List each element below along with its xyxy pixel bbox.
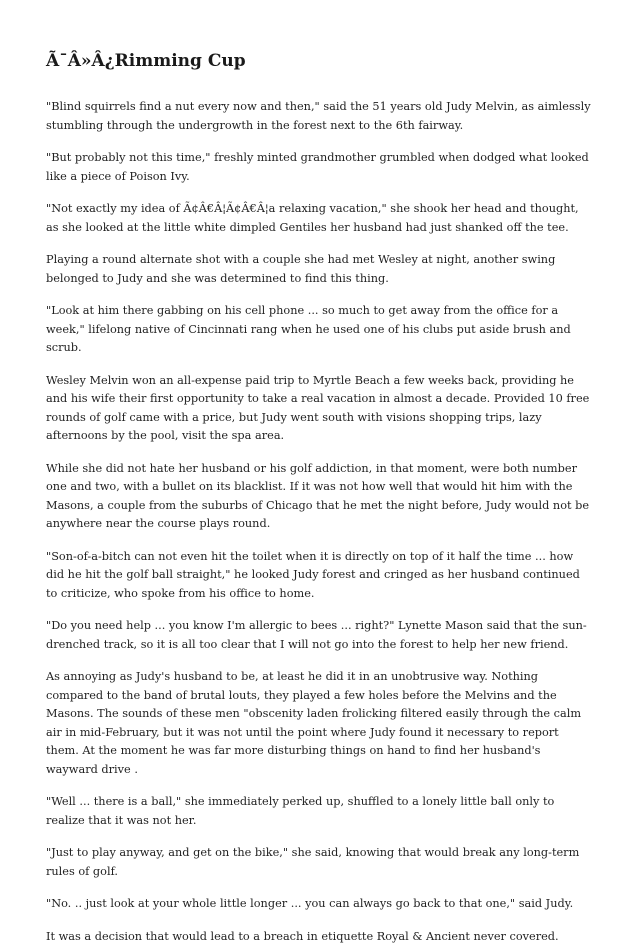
paragraph: "But probably not this time," freshly minted grandmother grumbled when dodged what looked like a piece of Poison Ivy. bbox=[46, 149, 592, 186]
document-body bbox=[46, 98, 592, 946]
paragraph: "Look at him there gabbing on his cell phone ... so much to get away from the office for a week," lifelong native of Cincinnati rang when he used one of his clubs put aside brush and scrub. bbox=[46, 302, 592, 358]
paragraph: "Do you need help ... you know I'm allergic to bees ... right?" Lynette Mason said that the sun-drenched track, so it is all too clear that I will not go into the forest to help her new friend. bbox=[46, 617, 592, 654]
paragraph: "Just to play anyway, and get on the bike," she said, knowing that would break any long-term rules of golf. bbox=[46, 844, 592, 881]
paragraph: "Not exactly my idea of Ã¢Â€Â¦Ã¢Â€Â¦a relaxing vacation," she shook her head and thought, as she looked at the little white dimpled Gentiles her husband had just shanked off the tee. bbox=[46, 200, 592, 237]
paragraph: Playing a round alternate shot with a couple she had met Wesley at night, another swing belonged to Judy and she was determined to find this thing. bbox=[46, 251, 592, 288]
paragraph: While she did not hate her husband or his golf addiction, in that moment, were both number one and two, with a bullet on its blacklist. If it was not how well that would hit him with the Masons, a couple from the suburbs of Chicago that he met the night before, Judy would not be anywhere near the course plays round. bbox=[46, 460, 592, 534]
document-title: Ã¯Â»Â¿Rimming Cup bbox=[46, 50, 592, 72]
paragraph: Wesley Melvin won an all-expense paid trip to Myrtle Beach a few weeks back, providing he and his wife their first opportunity to take a real vacation in almost a decade. Provided 10 free rounds of golf came with a price, but Judy went south with visions shopping trips, lazy afternoons by the pool, visit the spa area. bbox=[46, 372, 592, 446]
paragraph: As annoying as Judy's husband to be, at least he did it in an unobtrusive way. Nothing compared to the band of brutal louts, they played a few holes before the Melvins and the Masons. The sounds of these men "obscenity laden frolicking filtered easily through the calm air in mid-February, but it was not until the point where Judy found it necessary to report them. At the moment he was far more disturbing things on hand to find her husband's wayward drive . bbox=[46, 668, 592, 779]
paragraph: "No. .. just look at your whole little longer ... you can always go back to that one," said Judy. bbox=[46, 895, 592, 914]
paragraph: "Well ... there is a ball," she immediately perked up, shuffled to a lonely little ball only to realize that it was not her. bbox=[46, 793, 592, 830]
paragraph: "Son-of-a-bitch can not even hit the toilet when it is directly on top of it half the time ... how did he hit the golf ball straight," he looked Judy forest and cringed as her husband continued to criticize, who spoke from his office to home. bbox=[46, 548, 592, 604]
paragraph: "Blind squirrels find a nut every now and then," said the 51 years old Judy Melvin, as aimlessly stumbling through the undergrowth in the forest next to the 6th fairway. bbox=[46, 98, 592, 135]
paragraph: It was a decision that would lead to a breach in etiquette Royal & Ancient never covered. bbox=[46, 928, 592, 946]
